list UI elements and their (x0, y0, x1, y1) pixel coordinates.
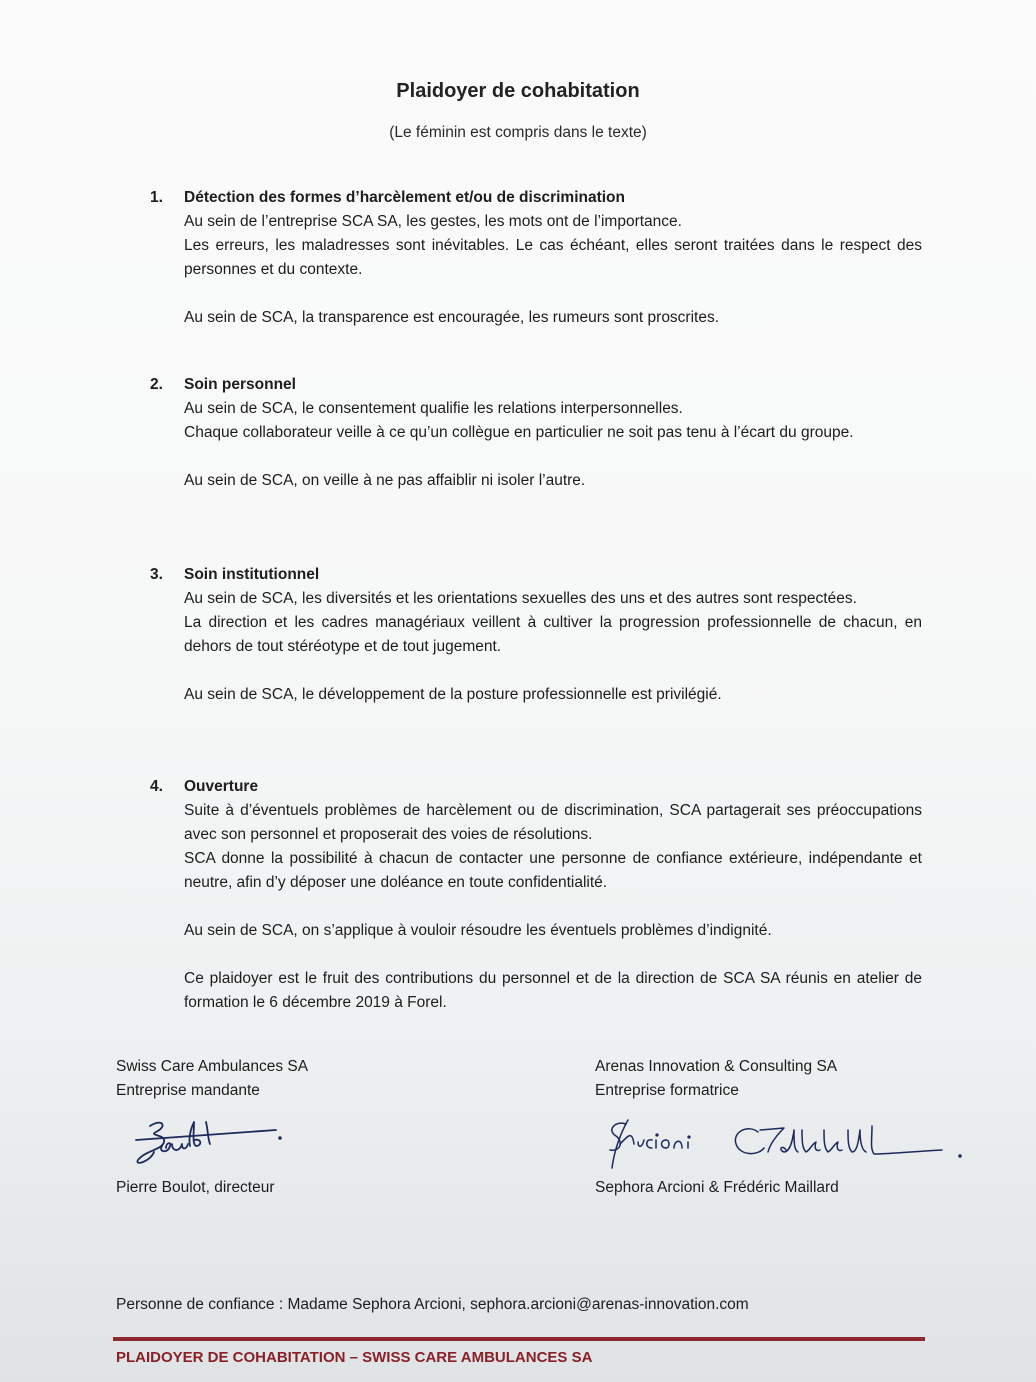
section-3 (150, 563, 922, 707)
company-role: Entreprise mandante (116, 1082, 260, 1099)
signer-left (116, 1176, 275, 1200)
section-heading (150, 775, 922, 799)
section-number: 2. (150, 376, 163, 393)
signatory-right (595, 1055, 837, 1103)
section-heading (150, 186, 922, 210)
paragraph: La direction et les cadres managériaux veillent à cultiver la progression professionnelle de chacun, en dehors de tout stéréotype et de tout jugement. (184, 614, 922, 655)
contact-person: Personne de confiance : Madame Sephora Arcioni, sephora.arcioni@arenas-innovation.com (116, 1296, 749, 1313)
footer-divider (113, 1337, 925, 1341)
signer-name: Pierre Boulot, directeur (116, 1179, 275, 1196)
section-heading (150, 563, 922, 587)
section-title: Soin institutionnel (184, 566, 320, 583)
company-name: Swiss Care Ambulances SA (116, 1058, 309, 1075)
closing-statement: Ce plaidoyer est le fruit des contributions du personnel et de la direction de SCA SA réunis en atelier de formation le 6 décembre 2019 à Forel. (184, 970, 922, 1011)
section-number: 4. (150, 778, 163, 795)
section-title: Ouverture (184, 778, 259, 795)
section-number: 1. (150, 189, 163, 206)
signatory-left (116, 1055, 308, 1103)
document-subtitle: (Le féminin est compris dans le texte) (389, 124, 647, 141)
signature-arcioni-maillard (598, 1116, 968, 1176)
section-conclusion: Au sein de SCA, on veille à ne pas affaiblir ni isoler l’autre. (184, 472, 586, 489)
paragraph: Les erreurs, les maladresses sont inévitables. Le cas échéant, elles seront traitées dans le respect des personnes et du contexte. (184, 237, 922, 278)
signer-name: Sephora Arcioni & Frédéric Maillard (595, 1179, 839, 1196)
footer-title: PLAIDOYER DE COHABITATION – SWISS CARE AMBULANCES SA (116, 1349, 593, 1366)
paragraph: SCA donne la possibilité à chacun de contacter une personne de confiance extérieure, indépendante et neutre, afin d’y déposer une doléance en toute confidentialité. (184, 850, 922, 891)
paragraph: Suite à d’éventuels problèmes de harcèlement ou de discrimination, SCA partagerait ses préoccupations avec son personnel et proposerait des voies de résolutions. (184, 802, 922, 843)
section-title: Soin personnel (184, 376, 296, 393)
section-2 (150, 373, 922, 493)
section-4 (150, 775, 922, 1015)
section-conclusion: Au sein de SCA, le développement de la posture professionnelle est privilégié. (184, 686, 722, 703)
document-title: Plaidoyer de cohabitation (396, 80, 640, 102)
section-number: 3. (150, 566, 163, 583)
section-conclusion: Au sein de SCA, on s’applique à vouloir résoudre les éventuels problèmes d’indignité. (184, 922, 772, 939)
company-name: Arenas Innovation & Consulting SA (595, 1058, 838, 1075)
section-heading (150, 373, 922, 397)
paragraph: Au sein de l’entreprise SCA SA, les gestes, les mots ont de l’importance. (184, 213, 682, 230)
section-conclusion: Au sein de SCA, la transparence est encouragée, les rumeurs sont proscrites. (184, 309, 720, 326)
section-1 (150, 186, 922, 330)
signature-boulot (128, 1116, 288, 1172)
section-title: Détection des formes d’harcèlement et/ou de discrimination (184, 189, 625, 206)
paragraph: Au sein de SCA, les diversités et les orientations sexuelles des uns et des autres sont respectées. (184, 590, 857, 607)
company-role: Entreprise formatrice (595, 1082, 739, 1099)
paragraph: Chaque collaborateur veille à ce qu’un collègue en particulier ne soit pas tenu à l’écart du groupe. (184, 424, 854, 441)
paragraph: Au sein de SCA, le consentement qualifie les relations interpersonnelles. (184, 400, 683, 417)
signer-right (595, 1176, 839, 1200)
